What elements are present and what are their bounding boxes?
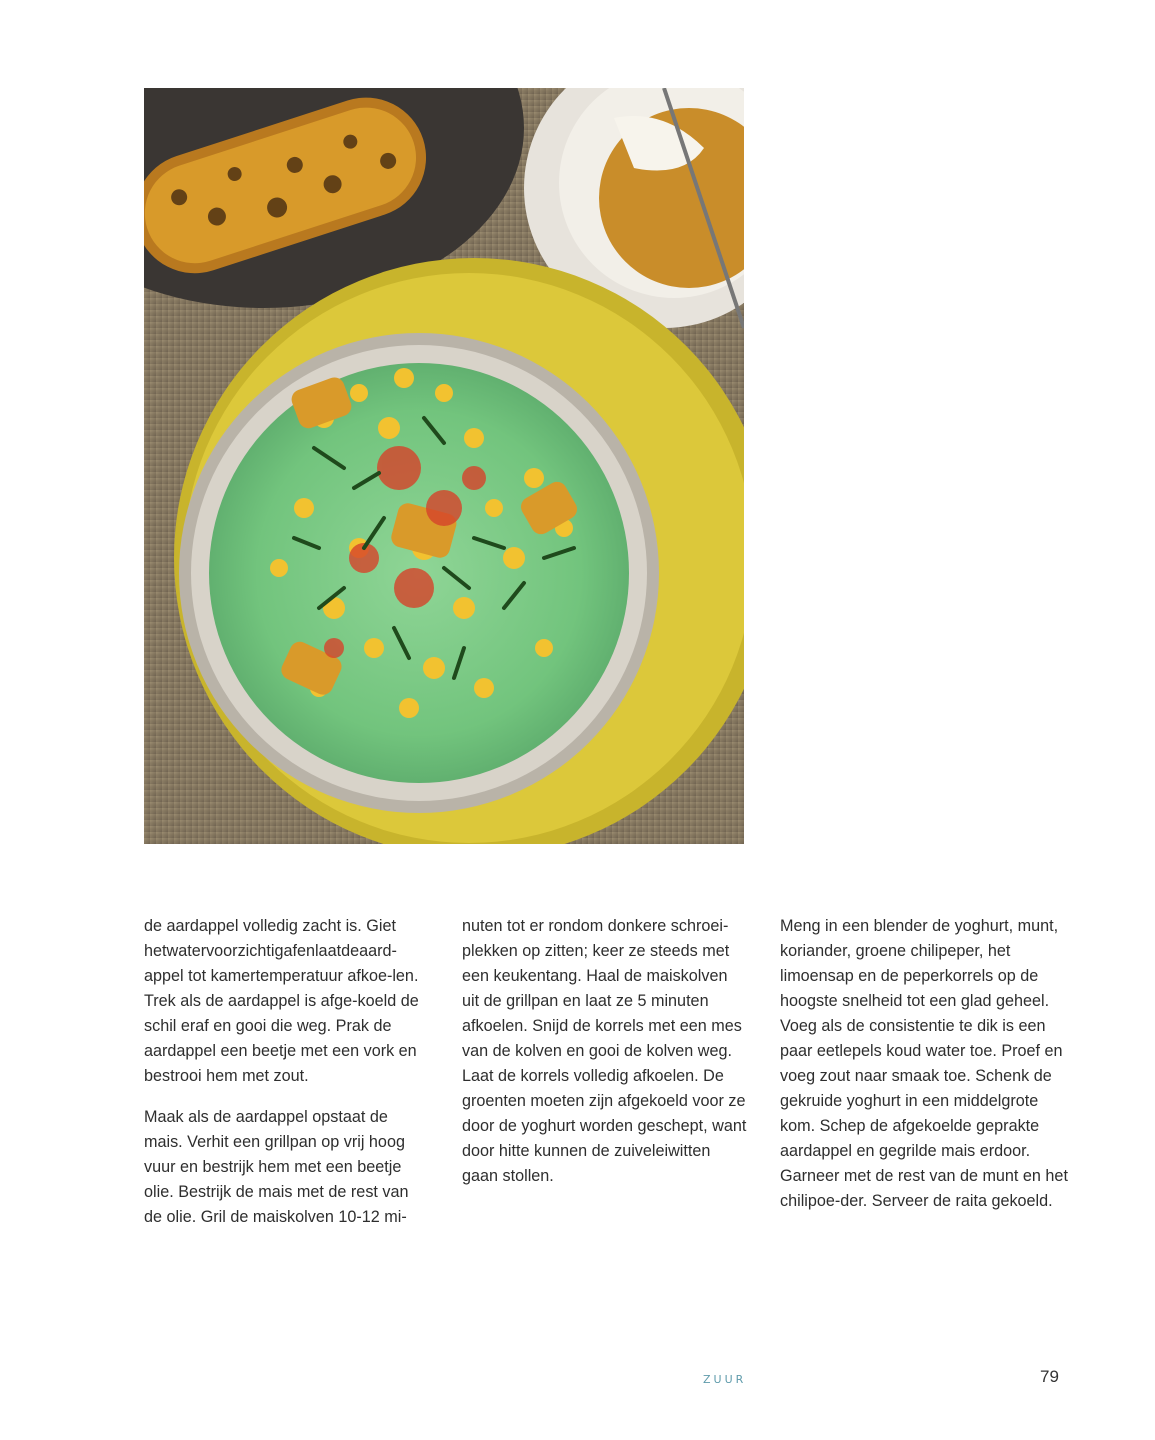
body-paragraph: Maak als de aardappel opstaat de mais. Verhit een grillpan op vrij hoog vuur en bestrijk hem met een beetje olie. Bestrijk de mais met de rest van de olie. Gril de maiskolven 10-12 mi-	[144, 1108, 409, 1226]
body-paragraph: nuten tot er rondom donkere schroei-plekken op zitten; keer ze steeds met een keukentang. Haal de maiskolven uit de grillpan en laat ze 5 minuten afkoelen. Snijd de korrels met een mes van de kolven en gooi de kolven weg. Laat de korrels volledig afkoelen. De groenten moeten zijn afgekoeld voor ze door de yoghurt worden geschept, want door hitte kunnen de zuiveleiwitten gaan stollen.	[462, 917, 747, 1185]
text-column-2	[462, 914, 748, 1205]
page-number: 79	[1040, 1367, 1059, 1386]
recipe-photo	[144, 88, 744, 844]
text-column-1	[144, 914, 430, 1246]
section-label: ZUUR	[703, 1373, 747, 1386]
body-paragraph: Meng in een blender de yoghurt, munt, koriander, groene chilipeper, het limoensap en de peperkorrels op de hoogste snelheid tot een glad geheel. Voeg als de consistentie te dik is een paar eetlepels koud water toe. Proef en voeg zout naar smaak toe. Schenk de gekruide yoghurt in een middelgrote kom. Schep de afgekoelde geprakte aardappel en gegrilde mais erdoor. Garneer met de rest van de munt en het chilipoe-der. Serveer de raita gekoeld.	[780, 917, 1068, 1210]
body-paragraph: de aardappel volledig zacht is. Giet hetwatervoorzichtigafenlaatdeaard-appel tot kamertemperatuur afkoe-len. Trek als de aardappel is afge-koeld de schil eraf en gooi die weg. Prak de aardappel een beetje met een vork en bestrooi hem met zout.	[144, 917, 419, 1085]
text-column-3	[780, 914, 1070, 1230]
